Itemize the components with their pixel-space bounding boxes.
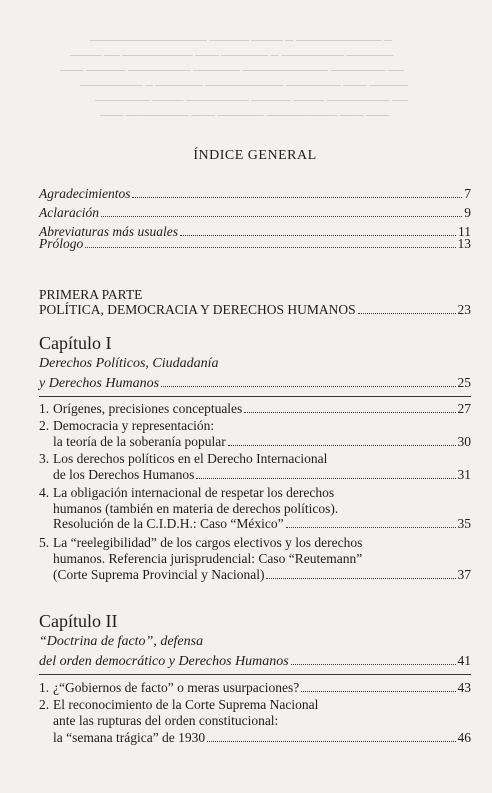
- part-kicker: PRIMERA PARTE: [39, 287, 143, 302]
- chapter-heading-2: Capítulo II: [39, 611, 118, 631]
- toc-entry-abreviaturas[interactable]: Abreviaturas más usuales 11: [39, 224, 471, 239]
- toc-entry-1-3-line1: 3. Los derechos políticos en el Derecho Internacional: [39, 451, 328, 466]
- toc-entry-1-5[interactable]: (Corte Suprema Provincial y Nacional) 37: [53, 567, 471, 582]
- toc-entry-aclaracion[interactable]: Aclaración 9: [39, 205, 471, 220]
- toc-entry-part1[interactable]: POLÍTICA, DEMOCRACIA Y DERECHOS HUMANOS 23: [39, 302, 471, 317]
- chapter-subtitle-2a: “Doctrina de facto”, defensa: [39, 634, 204, 649]
- toc-entry-1-5-line2: humanos. Referencia jurisprudencial: Caso “Reutemann”: [53, 551, 363, 566]
- toc-entry-2-2[interactable]: la “semana trágica” de 1930 46: [53, 730, 471, 745]
- toc-entry-1-2[interactable]: la teoría de la soberanía popular 30: [53, 434, 471, 449]
- toc-entry-prologo[interactable]: Prólogo 13: [39, 236, 471, 251]
- chapter-rule-1: [39, 396, 471, 397]
- toc-entry-chapter1[interactable]: y Derechos Humanos 25: [39, 375, 471, 391]
- toc-entry-1-4-line2: humanos (también en materia de derechos políticos).: [53, 501, 339, 516]
- show-through-text: ─────────────── ───── ──── ─ ─────────── ─ ──── ── ───────── ─── ────── ─ ──────── ────── ─── ───── ──────── ────── ─────────── ─────── ── ──────── ─ ────── ────────── ─────── ─── ───── ─────── ──── ──────── ───── ──── ──────── ── ─── ──────── ─── ────── ───────── ─── ───: [60, 35, 409, 122]
- toc-entry-1-3[interactable]: de los Derechos Humanos 31: [53, 467, 471, 482]
- toc-entry-chapter2[interactable]: del orden democrático y Derechos Humanos 41: [39, 653, 471, 669]
- toc-entry-2-2-line1: 2. El reconocimiento de la Corte Suprema Nacional: [39, 697, 319, 712]
- toc-entry-1-4[interactable]: Resolución de la C.I.D.H.: Caso “México” 35: [53, 516, 471, 531]
- toc-entry-agradecimientos[interactable]: Agradecimientos 7: [39, 186, 471, 201]
- toc-entry-2-2-line2: ante las rupturas del orden constitucional:: [53, 713, 279, 728]
- chapter-subtitle-1a: Derechos Políticos, Ciudadanía: [39, 356, 219, 371]
- toc-entry-1-2-line1: 2. Democracia y representación:: [39, 418, 215, 433]
- toc-entry-1-1[interactable]: 1. Orígenes, precisiones conceptuales 27: [39, 401, 471, 416]
- toc-entry-1-5-line1: 5. La “reelegibilidad” de los cargos electivos y los derechos: [39, 535, 363, 550]
- chapter-rule-2: [39, 674, 471, 675]
- chapter-heading-1: Capítulo I: [39, 333, 112, 353]
- toc-entry-2-1[interactable]: 1. ¿“Gobiernos de facto” o meras usurpaciones? 43: [39, 680, 471, 695]
- toc-entry-1-4-line1: 4. La obligación internacional de respetar los derechos: [39, 485, 335, 500]
- page-title: ÍNDICE GENERAL: [193, 148, 317, 163]
